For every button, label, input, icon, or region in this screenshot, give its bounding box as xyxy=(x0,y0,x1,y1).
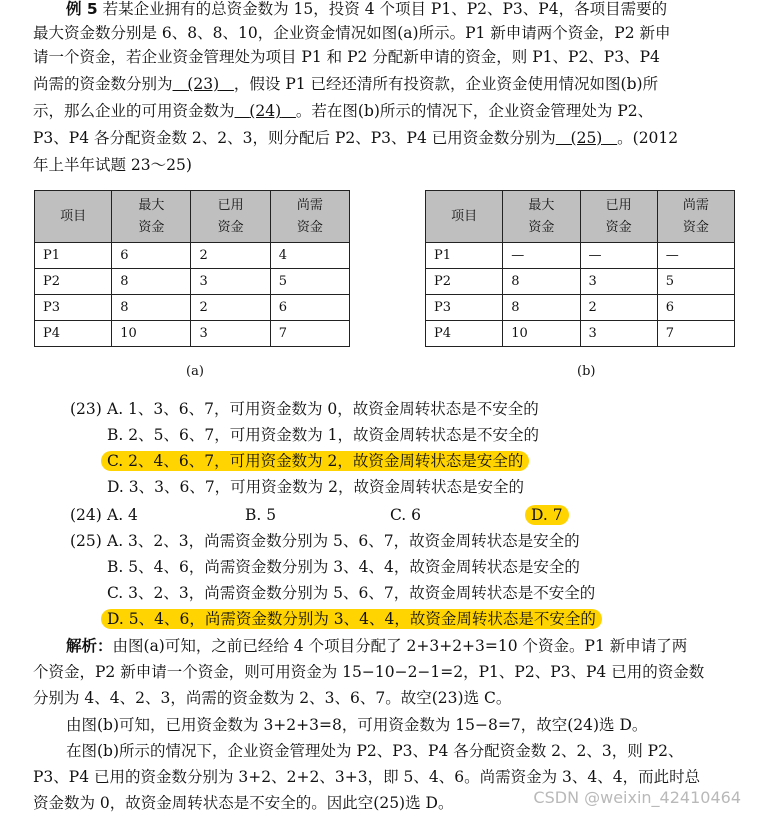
caption-b: (b) xyxy=(577,364,596,379)
col-header: 尚需 资金 xyxy=(270,191,349,243)
col-header: 项目 xyxy=(426,191,503,243)
q25-option-b: B. 5、4、6，尚需资金数分别为 3、4、4，故资金周转状态是安全的 xyxy=(107,558,580,576)
intro-line-7: 年上半年试题 23～25) xyxy=(33,156,192,174)
intro-line-2: 最大资金数分别是 6、8、8、10，企业资金情况如图(a)所示。P1 新申请两个资金，P2 新申 xyxy=(33,24,671,42)
q23-option-a: A. 1、3、6、7，可用资金数为 0，故资金周转状态是不安全的 xyxy=(107,400,539,418)
analysis-line-4: 由图(b)可知，已用资金数为 3+2+3=8，可用资金数为 15−8=7，故空(24)选 D。 xyxy=(66,716,648,734)
q25-option-d: D. 5、4、6，尚需资金数分别为 3、4、4，故资金周转状态是不安全的 xyxy=(101,607,602,631)
watermark: CSDN @weixin_42410464 xyxy=(533,788,741,807)
table-row: P2 8 3 5 xyxy=(426,269,735,295)
table-row: P4 10 3 7 xyxy=(426,321,735,347)
blank-24: (24) xyxy=(249,102,282,120)
table-row: P4 10 3 7 xyxy=(35,321,350,347)
analysis-line-5: 在图(b)所示的情况下，企业资金管理处为 P2、P3、P4 各分配资金数 2、2、3，则 P2、 xyxy=(66,742,684,760)
table-a xyxy=(34,190,350,347)
caption-a: (a) xyxy=(186,364,204,379)
q25-option-a: A. 3、2、3，尚需资金数分别为 5、6、7，故资金周转状态是安全的 xyxy=(107,532,580,550)
q24-option-b: B. 5 xyxy=(245,506,277,524)
blank-25: (25) xyxy=(570,129,603,147)
q24-option-c: C. 6 xyxy=(390,506,422,524)
intro-line-6: P3、P4 各分配资金数 2、2、3，则分配后 P2、P3、P4 已用资金数分别为 (25) 。(2012 xyxy=(33,129,679,147)
col-header: 项目 xyxy=(35,191,112,243)
col-header: 已用 资金 xyxy=(580,191,657,243)
analysis-label: 解析： xyxy=(66,637,113,655)
q25-option-c: C. 3、2、3，尚需资金数分别为 5、6、7，故资金周转状态是不安全的 xyxy=(107,584,596,602)
analysis-line-1: 解析：由图(a)可知，之前已经给 4 个项目分配了 2+3+2+3=10 个资金。P1 新申请了两 xyxy=(66,637,688,655)
intro-line-4: 尚需的资金数分别为 (23) ，假设 P1 已经还清所有投资款，企业资金使用情况如图(b)所 xyxy=(33,75,659,93)
table-row: P1 — — — xyxy=(426,243,735,269)
example-label: 例 5 xyxy=(66,0,98,18)
blank-23: (23) xyxy=(187,75,220,93)
table-b xyxy=(425,190,735,347)
table-row: P3 8 2 6 xyxy=(35,295,350,321)
q23-num: (23) xyxy=(70,400,102,418)
analysis-line-3: 分别为 4、4、2、3，尚需的资金数为 2、3、6、7。故空(23)选 C。 xyxy=(33,689,512,707)
table-row: P1 6 2 4 xyxy=(35,243,350,269)
analysis-line-7: 资金数为 0，故资金周转状态是不安全的。因此空(25)选 D。 xyxy=(33,794,454,812)
table-row: P3 8 2 6 xyxy=(426,295,735,321)
intro-line-1: 例 5 若某企业拥有的总资金数为 15，投资 4 个项目 P1、P2、P3、P4，各项目需要的 xyxy=(66,0,668,18)
q23-option-d: D. 3、3、6、7，可用资金数为 2，故资金周转状态是安全的 xyxy=(107,478,524,496)
col-header: 最大 资金 xyxy=(503,191,580,243)
q23-option-b: B. 2、5、6、7，可用资金数为 1，故资金周转状态是不安全的 xyxy=(107,426,539,444)
analysis-line-6: P3、P4 已用的资金数分别为 3+2、2+2、3+3，即 5、4、6。尚需资金为 3、4、4，而此时总 xyxy=(33,768,701,786)
intro-line-3: 请一个资金，若企业资金管理处为项目 P1 和 P2 分配新申请的资金，则 P1、P2、P3、P4 xyxy=(33,48,660,66)
q23-option-c: C. 2、4、6、7，可用资金数为 2，故资金周转状态是安全的 xyxy=(101,449,529,473)
col-header: 尚需 资金 xyxy=(657,191,734,243)
q25-num: (25) xyxy=(70,532,102,550)
col-header: 最大 资金 xyxy=(112,191,191,243)
q24-num: (24) xyxy=(70,506,102,524)
q24-option-d: D. 7 xyxy=(525,503,569,527)
analysis-line-2: 个资金，P2 新申请一个资金，则可用资金为 15−10−2−1=2，P1、P2、P3、P4 已用的资金数 xyxy=(33,663,705,681)
intro-line-5: 示，那么企业的可用资金数为 (24) 。若在图(b)所示的情况下，企业资金管理处为 P2、 xyxy=(33,102,654,120)
q24-option-a: A. 4 xyxy=(107,506,138,524)
table-row: P2 8 3 5 xyxy=(35,269,350,295)
col-header: 已用 资金 xyxy=(191,191,270,243)
